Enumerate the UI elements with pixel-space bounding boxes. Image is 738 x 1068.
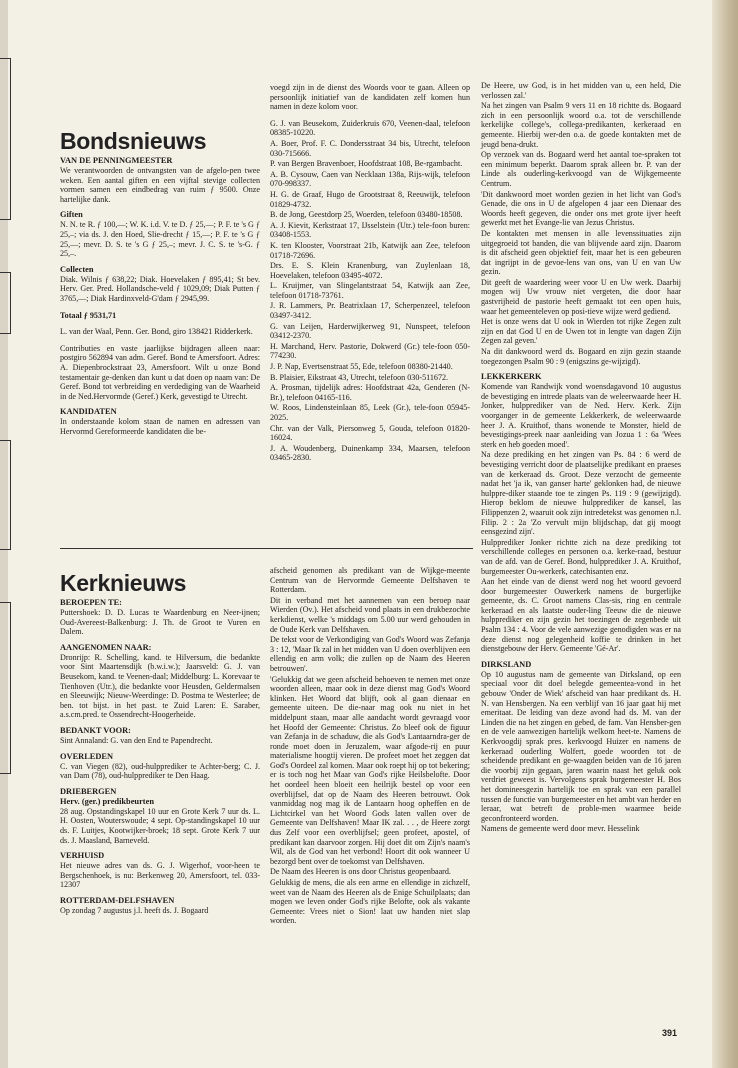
rotterdam-end-text: [481, 81, 681, 366]
kandidaten-text: In onderstaande kolom staan de namen en adressen van Hervormd Gereformeerde kandidaten die be-: [60, 417, 260, 436]
bedankt-heading: BEDANKT VOOR:: [60, 725, 131, 735]
paragraph: Op verzoek van ds. Bogaard werd het aantal toe-spraken tot een minimum beperkt. Daarom sprak alleen br. P. van der Linde als ouderling-kerkvoogd van de Wijkgemeente Centrum.: [481, 150, 681, 188]
aangenomen-text: Dronrijp: R. Schelling, kand. te Hilversum, die bedankte voor Sint Maartensdijk (b.w.i.w.); Jaarsveld: G. J. van Beusekom, kand. te Veenen-daal; Middelburg: L. Korevaar te Tienhoven (Utr.), die bedankte voor Heusden, Geldermalsen en Sleeuwijk; Nieuw-Weerdinge: D. Postma te Westerlee; de ben. tot bijst. in het past. te Zuid Laren: E. Saraber, a.s.cm.pred. te Ossendrecht-Hoogerheide.: [60, 652, 260, 720]
paragraph: Op 10 augustus nam de gemeente van Dirksland, op een speciaal voor dit doel belegde gemeentea-vond in het gebouw 'Onder de Wiek' afscheid van haar predikant ds. H. N. van Hensbergen. Na een verblijf van 16 jaar gaat hij met emeritaat. De leiding van deze avond had ds. M. van der Linden die na het zingen en gebed, de fam. Van Hensber-gen en de vele aanwezigen hartelijk welkom heet-te. Namens de Kerkvoogdij sprak pres. kerkvoogd Huizer en namens de kerkeraad ouderling Wolfert, goede woorden tot de scheidende predikant en ge-waagden beiden van de 16 jaren die voorbij zijn gegaan, jaren waarin naast het geluk ook verdriet geweest is. Vervolgens sprak burgemeester H. Bos het domineesgezin hartelijk toe en sprak van een parallel tussen de functie van burgemeester en het ambt van herder en leraar, wat betreft de proble-men waarmee beide geconfronteerd worden.: [481, 669, 681, 823]
kandidaat-entry: J. P. Nap, Evertsenstraat 55, Ede, telefoon 08380-21440.: [270, 362, 453, 372]
paragraph: Namens de gemeente werd door mevr. Hesselink: [481, 824, 640, 834]
lekkerkerk-text: [481, 382, 681, 654]
kandidaat-entry: J. R. Lammers, Pr. Beatrixlaan 17, Scherpenzeel, telefoon 03497-3412.: [270, 301, 470, 321]
margin-mark: [0, 602, 11, 774]
kandidaat-entry: H. Marchand, Herv. Pastorie, Dokwerd (Gr.) tele-foon 050-774230.: [270, 341, 470, 361]
kerknieuws-section: [60, 570, 260, 916]
margin-mark: [0, 58, 11, 220]
driebergen-text: 28 aug. Opstandingskapel 10 uur en Grote Kerk 7 uur ds. L. H. Oosten, Wouterswoude; 4 sept. Op-standingskapel 10 uur ds. F. Luitjes, Kootwijker-broek; 18 sept. Grote Kerk 7 uur ds. J. Maasland, Barneveld.: [60, 806, 260, 845]
bondsnieuws-title: Bondsnieuws: [60, 128, 207, 154]
paragraph: Na dit dankwoord werd ds. Bogaard en zijn gezin staande toegezongen Psalm 90 : 9 (enigszins ge-wijzigd).: [481, 347, 681, 366]
rotterdam-heading: ROTTERDAM-DELFSHAVEN: [60, 895, 175, 905]
page-edge: [712, 0, 738, 1068]
paragraph: afscheid genomen als predikant van de Wijkge-meente Centrum van de Hervormde Gemeente Delfshaven te Rotterdam.: [270, 566, 470, 595]
kandidaat-entry: Drs. E. S. Klein Kranenburg, van Zuylenlaan 18, Hoevelaken, telefoon 03495-4072.: [270, 261, 470, 280]
kandidaten-heading: KANDIDATEN: [60, 407, 117, 417]
beroepen-text: Puttershoek: D. D. Lucas te Waardenburg en Neer-ijnen; Oud-Avereest-Balkenburg: J. Th. de Groot te Vuren en Dalem.: [60, 608, 260, 637]
driebergen-heading: DRIEBERGEN: [60, 786, 117, 796]
giften-text: N. N. te R. ƒ 100,—; W. K. i.d. V. te D. ƒ 25,—; P. F. te 's G ƒ 25,–; via ds. J. den Hoed, Slie-drecht ƒ 15,—; P. F. te 's G ƒ 25,—; mevr. D. S. te 's G ƒ 25,–; mevr. J. C. S. te 's-G. ƒ 25,–.: [60, 220, 260, 259]
kandidaat-entry: G. J. van Beusekom, Zuiderkruis 670, Veenen-daal, telefoon 08385-10220.: [270, 118, 470, 138]
kandidaat-entry: Chr. van der Valk, Piersonweg 5, Gouda, telefoon 01820-16024.: [270, 423, 470, 443]
paragraph: De kontakten met mensen in alle levenssituaties zijn uitgegroeid tot banden, die van blijvende aard zijn. Daarom is dit afscheid geen objektief feit, maar het is een gebeuren dat ingrijpt in de gevoe-lens van ons, van U en van Uw gezin.: [481, 228, 681, 277]
margin-mark: [0, 272, 11, 334]
page-number: 391: [662, 1028, 678, 1038]
kandidaat-entry: B. de Jong, Geestdorp 25, Woerden, telefoon 03480-18508.: [270, 210, 463, 220]
paragraph: De tekst voor de Verkondiging van God's Woord was Zefanja 3 : 12, 'Maar Ik zal in het midden van U doen overblijven een ellendig en arm volk; die zullen op de Naam des Heeren betrouwen'.: [270, 635, 470, 673]
paragraph: De Naam des Heeren is ons door Christus geopenbaard.: [270, 867, 451, 877]
penningmeester-signature: L. van der Waal, Penn. Ger. Bond, giro 138421 Ridderkerk.: [60, 327, 253, 337]
section-divider: [60, 548, 473, 549]
kandidaat-entry: W. Roos, Lindensteinlaan 85, Leek (Gr.), tele-foon 05945-2025.: [270, 403, 470, 422]
kandidaat-entry: G. van Leijen, Harderwijkerweg 91, Nunspeet, telefoon 03412-2370.: [270, 321, 470, 341]
collecten-text: Diak. Wilnis ƒ 638,22; Diak. Hoevelaken ƒ 895,41; St bev. Herv. Ger. Pred. Hollandsche-veld ƒ 1029,09; Diak Putten ƒ 3765,—; Diak Hardinxveld-G'dam ƒ 2945,99.: [60, 274, 260, 303]
penningmeester-text: We verantwoorden de ontvangsten van de afgelo-pen twee weken. Een aantal giften en een vijftal stevige collecten vormen samen een eindbedrag van ruim ƒ 9500. Onze hartelijke dank.: [60, 166, 260, 204]
paragraph: Na deze prediking en het zingen van Ps. 84 : 6 werd de bevestiging verricht door de plaatselijke predikant en praeses van de kerkeraad ds. Groot. Deze verzocht de gemeente nadat het 'ja ik, van ganser harte' geklonken had, de nieuwe hulppre-diker staande toe te zingen Ps. 119 : 9 (gewijzigd). Hierop beklom de nieuwe hulpprediker de kansel, las Filippenzen 2, waaruit ook zijn intredetekst was genomen n.l. Filip. 2 : 2a 'Zo vervult mijn blijdschap, dat gij moogt eensgezind zijn'.: [481, 450, 681, 537]
overleden-text: C. van Viegen (82), oud-hulpprediker te Achter-berg; C. J. van Dam (78), oud-hulpprediker te Den Haag.: [60, 761, 260, 781]
right-column: [481, 81, 681, 835]
rotterdam-continued-text: [270, 566, 470, 926]
dirksland-heading: DIRKSLAND: [481, 659, 532, 669]
kerknieuws-title: Kerknieuws: [60, 570, 187, 596]
paragraph: Dit in verband met het aannemen van een beroep naar Wierden (Ov.). Het afscheid vond plaats in een drukbezochte kerkdienst, welke 's middags om 5.00 uur werd gehouden in de Oude Kerk van Delfshaven.: [270, 595, 470, 634]
paragraph: De Heere, uw God, is in het midden van u, een held, Die verlossen zal.': [481, 81, 681, 100]
paragraph: Aan het einde van de dienst werd nog het woord gevoerd door burgemeester Ouwerkerk namens de burgerlijke gemeente, ds. C. Groot namens Clas-sis, ring en centrale kerkeraad en als laatste ouder-ling Teeuw die de nieuwe hulpprediker en zijn gezin het toezingen de zegenbede uit Psalm 134 : 4. Voor de vele aanwezige genodigden was er na deze dienst nog gelegenheid koffie te drinken in het dienstgebouw der Herv. Gemeente 'Gé-Ar'.: [481, 577, 681, 654]
bedankt-text: Sint Annaland: G. van den End te Papendrecht.: [60, 735, 213, 745]
verhuisd-heading: VERHUISD: [60, 851, 105, 861]
contributies-text: Contributies en vaste jaarlijkse bijdragen alleen naar: postgiro 562894 van adm. Geref. Bond te Amersfoort. Adres: A. Diepenbrockstraat 23, Amersfoort. Wilt u onze Bond testamentair ge-denken dan kunt u dat doen op naam van: De Geref. Bond tot verbreiding en verdediging van de Waarheid in de Ned.Hervormde (Geref.) Kerk, gevestigd te Utrecht.: [60, 343, 260, 401]
verhuisd-text: Het nieuwe adres van ds. G. J. Wigerhof, voor-heen te Bergschenhoek, is nu: Berkenweg 20, Amersfoort, tel. 033-12307: [60, 861, 260, 890]
paragraph: Na het zingen van Psalm 9 vers 11 en 18 richtte ds. Bogaard zich in een persoonlijk woord o.a. tot de verschillende kerkelijke college's, collega-predikanten, kerkeraad en gemeente. Hierbij wer-den o.a. de goede kontakten met de jeugd bena-drukt.: [481, 101, 681, 149]
kandidaten-intro: voegd zijn in de dienst des Woords voor te gaan. Alleen op persoonlijk initiatief van de kandidaten zelf komen hun namen in deze kolom voor.: [270, 83, 470, 112]
paragraph: Dit geeft de waardering weer voor U en Uw werk. Daarbij mogen wij Uw vrouw niet vergeten, die door haar gastvrijheid de pastorie heeft gemaakt tot een open huis, waar het gemeenteleven op posi-tieve wijze werd gediend.: [481, 277, 681, 316]
rotterdam-continued-section: [270, 566, 470, 927]
dirksland-text: [481, 670, 681, 834]
driebergen-subheading: Herv. (ger.) predikbeurten: [60, 796, 154, 806]
kandidaat-entry: H. G. de Graaf, Hugo de Grootstraat 8, Reeuwijk, telefoon 01829-4732.: [270, 189, 470, 209]
kandidaten-list: [270, 119, 470, 463]
paragraph: Het is onze wens dat U ook in Wierden tot rijke Zegen zult zijn en dat God U en de Uwen tot in lengte van dagen Zijn Zegen zal geven.': [481, 317, 681, 346]
paragraph: Komende van Randwijk vond woensdagavond 10 augustus de bevestiging en intrede plaats van de weleerwaarde heer H. Jonker, hulpprediker van de Ned. Herv. Kerk. Zijn voorganger in de gemeente Lekkerkerk, de weleerwaarde heer J. A. Kruithof, thans wonende te Monster, hield de bevestigings-preek naar aanleiding van Jozua 1 : 6a 'Wees sterk en heb goeden moed'.: [481, 382, 681, 449]
lekkerkerk-heading: LEKKERKERK: [481, 372, 542, 382]
kandidaat-entry: A. J. Kievit, Kerkstraat 17, IJsselstein (Utr.) tele-foon buren: 03408-1553.: [270, 220, 470, 240]
kandidaat-entry: L. Kruijmer, van Slingelantstraat 54, Katwijk aan Zee, telefoon 01718-73761.: [270, 281, 470, 300]
beroepen-heading: BEROEPEN TE:: [60, 598, 122, 607]
paragraph: Hulpprediker Jonker richtte zich na deze prediking tot verschillende colleges en personen o.a. kerke-raad, bestuur van de afd. van de Geref. Bond, hulpprediker J. A. Kruithof, burgemeester Ou-werkerk, catechisanten enz.: [481, 537, 681, 576]
kandidaat-entry: K. ten Klooster, Voorstraat 21b, Katwijk aan Zee, telefoon 01718-72696.: [270, 240, 470, 260]
kandidaat-entry: A. Prosman, tijdelijk adres: Hoofdstraat 42a, Genderen (N-Br.), telefoon 04165-116.: [270, 383, 470, 402]
margin-mark: [0, 440, 11, 550]
kandidaat-entry: B. Plaisier, Eikstraat 43, Utrecht, telefoon 030-511672.: [270, 372, 449, 382]
paragraph: Gelukkig de mens, die als een arme en ellendige in zichzelf, weet van de Naam des Heeren als de Enige Schuilplaats; dan mogen we leven onder God's rijke Belofte, ook als vakante Gemeente: Vrees niet o Sion! laat uw handen niet slap worden.: [270, 878, 470, 926]
paragraph: 'Gelukkig dat we geen afscheid behoeven te nemen met onze woorden alleen, maar ook in deze dienst mag God's Woord klinken. Het Woord dat blijft, ook al gaan dienaar en gemeente uiteen. De die-naar mag ook nu niet in het middelpunt staan, maar alle aandacht wordt gevraagd voor het Hoofd der Gemeente: Christus. Zo bleef ook de figuur van Zefanja in de schaduw, die als God's Lantaarndra-ger de ronde moet doen in Jeruzalem, waar afgode-rij en puur materialisme hoogtij vieren. De profeet moet het zeggen dat God's Oordeel zal komen. Maar ook roept hij op tot bekering; er is toch nog het Maar van God's rijke Heilsbelofte. Door het oordeel heen bloeit een heilrijk bestel op voor een overblijfsel, dat op de Naam des Heeren betrouwt. Ook vanmiddag nog mag ik de Lantaarn hoog opheffen en de Lichtcirkel van het Woord Gods laten vallen over de Gemeente van Delfshaven! Maar IK zal. . . , de Heere zorgt dus Zelf voor een overblijfsel; geen profeet, apostel, of predikant kan daarvoor zorgen. Hij doet dit om Zijn's naam's Wil, als de God van het verbond! Hoort dit ook wanneer U bezorgd bent over de toekomst van Delfshaven.: [270, 674, 470, 866]
kandidaten-list-section: [270, 83, 470, 464]
penningmeester-heading: VAN DE PENNINGMEESTER: [60, 156, 173, 165]
rotterdam-text: Op zondag 7 augustus j.l. heeft ds. J. Bogaard: [60, 905, 209, 915]
aangenomen-heading: AANGENOMEN NAAR:: [60, 642, 152, 652]
kandidaat-entry: P. van Bergen Bravenboer, Hoofdstraat 108, Be-rgambacht.: [270, 159, 463, 169]
kandidaat-entry: A. B. Cysouw, Caen van Necklaan 138a, Rijs-wijk, telefoon 070-998337.: [270, 169, 470, 189]
giften-heading: Giften: [60, 210, 83, 220]
paragraph: 'Dit dankwoord moet worden gezien in het licht van God's Genade, die ons in U de afgelopen 4 jaar een Dienaar des Woords heeft gegeven, die onder ons met grote ijver heeft gewerkt met het Evange-lie van Jezus Christus.: [481, 189, 681, 228]
overleden-heading: OVERLEDEN: [60, 751, 114, 761]
collecten-heading: Collecten: [60, 264, 94, 274]
totaal-amount: Totaal ƒ 9531,71: [60, 310, 117, 320]
kandidaat-entry: A. Boer, Prof. F. C. Dondersstraat 34 bis, Utrecht, telefoon 030-715666.: [270, 138, 470, 158]
bondsnieuws-section: [60, 128, 260, 437]
kandidaat-entry: J. A. Woudenberg, Duinenkamp 334, Maarsen, telefoon 03465-2830.: [270, 443, 470, 463]
